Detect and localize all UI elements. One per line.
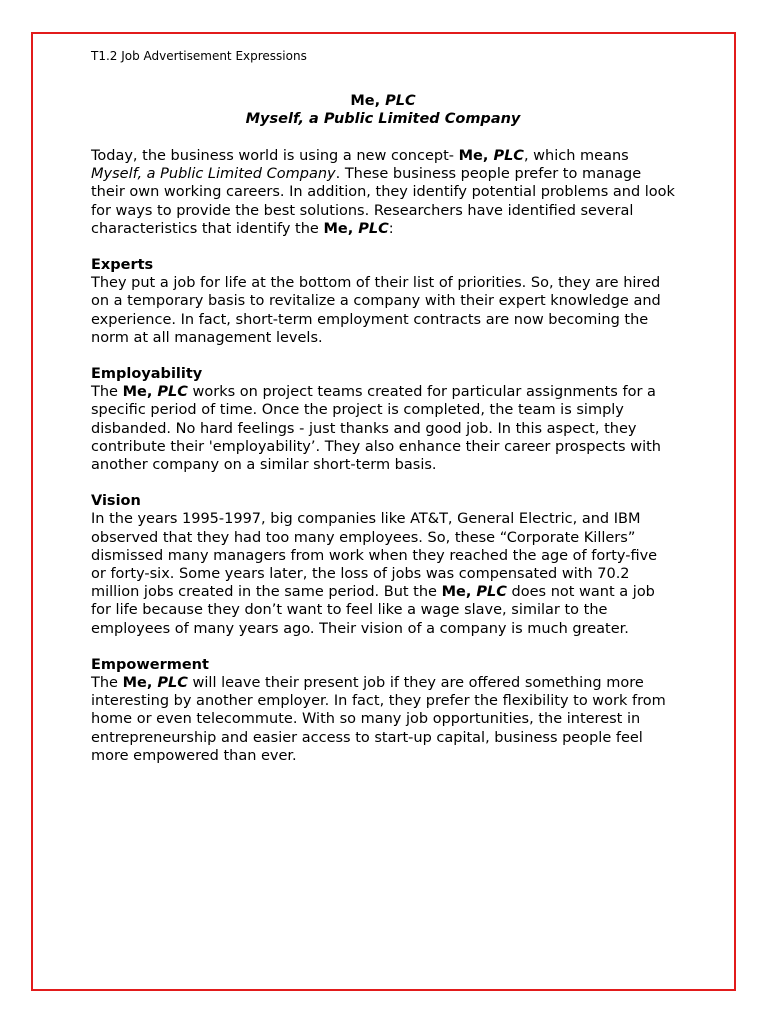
section-experts (91, 256, 675, 347)
section-heading: Empowerment (91, 656, 209, 673)
section-heading: Experts (91, 257, 154, 274)
section-empowerment (91, 656, 675, 765)
section-vision (91, 492, 675, 638)
title-line-1 (91, 92, 675, 110)
section-paragraph: The Me, PLC works on project teams created for particular assignments for a specific period of time. Once the project is completed, the team is simply disbanded. No hard feelings - just thanks and good job. In this aspect, they contribute their 'employability’. They also enhance their career prospects with another company on a similar short-term basis. (91, 384, 661, 474)
title-plc: PLC (385, 93, 416, 109)
title-line-2 (91, 110, 675, 128)
title-subtitle: Myself, a Public Limited Company (245, 111, 521, 127)
title-me: Me, (350, 93, 386, 109)
section-heading: Vision (91, 493, 141, 510)
section-heading: Employability (91, 366, 203, 383)
document-header: T1.2 Job Advertisement Expressions (91, 49, 307, 63)
section-paragraph: The Me, PLC will leave their present job if they are offered something more interesting by another employer. In fact, they prefer the flexibility to work from home or even telecommute. With so many job opportunities, the interest in entrepreneurship and easier access to start-up capital, business people feel more empowered than ever. (91, 675, 666, 764)
document-body (91, 147, 675, 765)
intro-paragraph: Today, the business world is using a new concept- Me, PLC, which means Myself, a Public Limited Company. These business people prefer to manage their own working careers. In addition, they identify potential problems and look for ways to provide the best solutions. Researchers have identified several characteristics that identify the Me, PLC: (91, 148, 675, 237)
section-paragraph: They put a job for life at the bottom of their list of priorities. So, they are hired on a temporary basis to revitalize a company with their expert knowledge and experience. In fact, short-term employment contracts are now becoming the norm at all management levels. (91, 275, 661, 346)
document-title (91, 92, 675, 128)
section-paragraph: In the years 1995-1997, big companies like AT&T, General Electric, and IBM observed that they had too many employees. So, these “Corporate Killers” dismissed many managers from work when they reached the age of forty-five or forty-six. Some years later, the loss of jobs was compensated with 70.2 million jobs created in the same period. But the Me, PLC does not want a job for life because they don’t want to feel like a wage slave, similar to the employees of many years ago. Their vision of a company is much greater. (91, 511, 658, 637)
section-employability (91, 365, 675, 474)
